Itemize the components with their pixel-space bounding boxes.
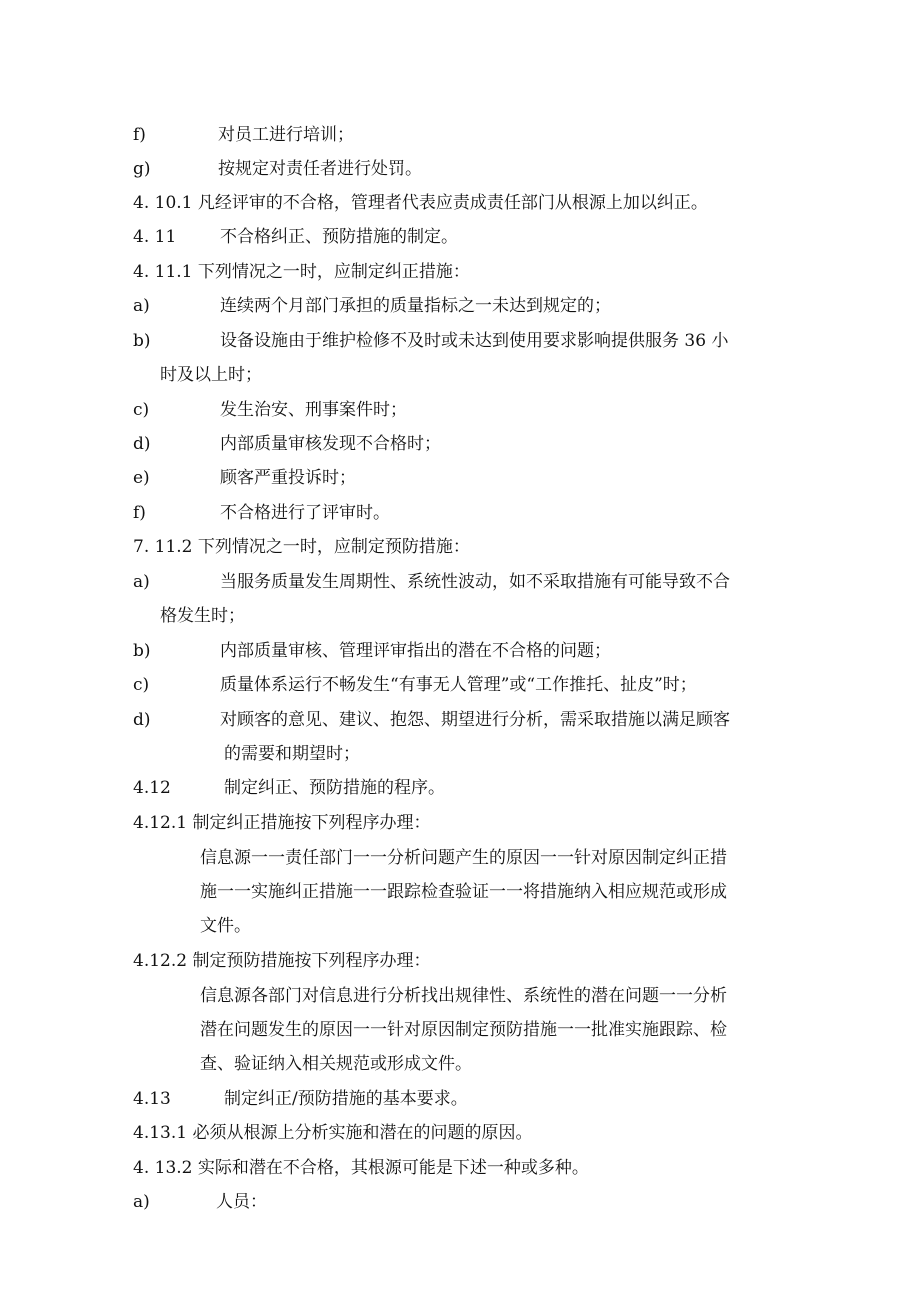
text-line: 发生治安、刑事案件时； [220,400,407,420]
text-line: 信息源各部门对信息进行分析找出规律性、系统性的潜在问题一一分析 [200,986,727,1006]
list-marker: f) [133,125,146,145]
text-line: 按规定对责任者进行处罚。 [218,159,422,179]
list-marker: a) [133,296,150,316]
text-line: 潜在问题发生的原因一一针对原因制定预防措施一一批准实施跟踪、检 [200,1020,727,1040]
text-line: 质量体系运行不畅发生“有事无人管理”或“工作推托、扯皮”时； [220,675,697,695]
text-line: 施一一实施纠正措施一一跟踪检查验证一一将措施纳入相应规范或形成 [200,882,727,902]
text-line: 不合格进行了评审时。 [220,503,390,523]
text-line: 内部质量审核发现不合格时； [220,434,441,454]
section-heading: 4.12.2 制定预防措施按下列程序办理： [133,951,431,971]
list-marker: g) [133,159,151,179]
text-line: 查、验证纳入相关规范或形成文件。 [200,1054,472,1074]
text-line: 文件。 [200,916,251,936]
text-line: 内部质量审核、管理评审指出的潜在不合格的问题； [220,641,611,661]
section-number: 4.13 [133,1089,171,1109]
list-marker: c) [133,675,150,695]
text-line: 顾客严重投诉时； [220,468,356,488]
list-marker: d) [133,434,151,454]
list-marker: b) [133,331,151,351]
list-marker: d) [133,710,151,730]
text-line: 对员工进行培训； [218,125,354,145]
list-marker: a) [133,572,150,592]
text-line: 当服务质量发生周期性、系统性波动，如不采取措施有可能导致不合 [220,572,730,592]
text-line: 格发生时； [160,606,245,626]
text-line: 的需要和期望时； [224,744,360,764]
text-line: 信息源一一责任部门一一分析问题产生的原因一一针对原因制定纠正措 [200,848,727,868]
section-number: 4.12 [133,778,171,798]
text-line: 人员： [216,1192,267,1212]
list-marker: c) [133,400,150,420]
text-line: 对顾客的意见、建议、抱怨、期望进行分析，需采取措施以满足顾客 [220,710,730,730]
section-heading: 4.12.1 制定纠正措施按下列程序办理： [133,813,431,833]
section-heading: 7. 11.2 下列情况之一时，应制定预防措施： [133,537,470,557]
section-heading: 4.13.1 必须从根源上分析实施和潜在的问题的原因。 [133,1123,533,1143]
section-heading: 4. 11.1 下列情况之一时，应制定纠正措施： [133,262,470,282]
section-number: 4. 11 [133,227,177,247]
section-heading: 4. 13.2 实际和潜在不合格，其根源可能是下述一种或多种。 [133,1158,589,1178]
section-heading: 不合格纠正、预防措施的制定。 [220,227,458,247]
list-marker: b) [133,641,151,661]
list-marker: a) [133,1192,150,1212]
text-line: 时及以上时； [160,365,262,385]
section-heading: 4. 10.1 凡经评审的不合格，管理者代表应责成责任部门从根源上加以纠正。 [133,193,708,213]
text-line: 连续两个月部门承担的质量指标之一未达到规定的； [220,296,611,316]
list-marker: f) [133,503,146,523]
list-marker: e) [133,468,150,488]
section-heading: 制定纠正、预防措施的程序。 [224,778,445,798]
text-line: 设备设施由于维护检修不及时或未达到使用要求影响提供服务 36 小 [220,331,729,351]
section-heading: 制定纠正/预防措施的基本要求。 [224,1089,468,1109]
